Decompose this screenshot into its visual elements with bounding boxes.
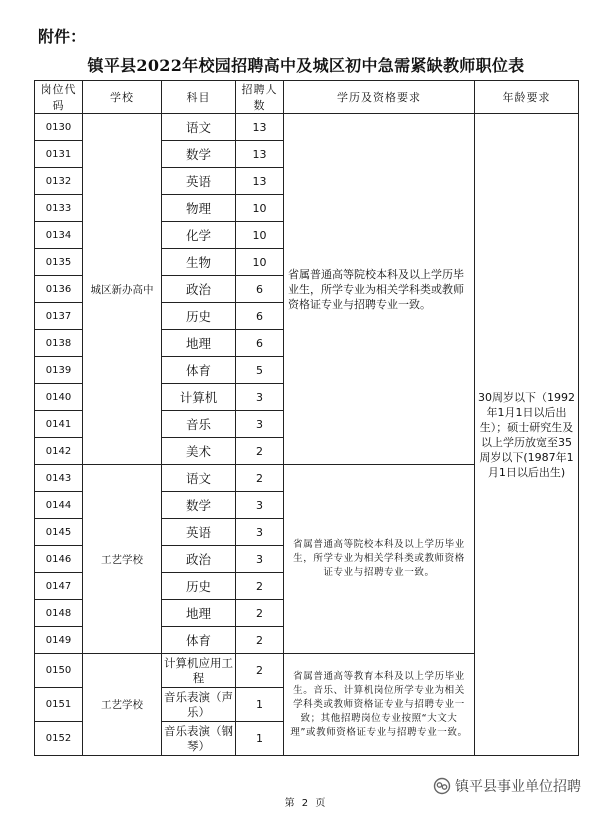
position-code: 0135 (35, 249, 83, 276)
subject: 地理 (162, 600, 236, 627)
header-count: 招聘人数 (236, 81, 284, 114)
position-code: 0149 (35, 627, 83, 654)
hire-count: 2 (236, 573, 284, 600)
hire-count: 13 (236, 141, 284, 168)
position-code: 0139 (35, 357, 83, 384)
attachment-label: 附件： (38, 27, 87, 46)
subject: 音乐表演（声乐） (162, 688, 236, 722)
hire-count: 10 (236, 249, 284, 276)
position-code: 0140 (35, 384, 83, 411)
position-code: 0151 (35, 688, 83, 722)
position-code: 0148 (35, 600, 83, 627)
subject: 生物 (162, 249, 236, 276)
school-name: 工艺学校 (83, 465, 162, 654)
header-school: 学校 (83, 81, 162, 114)
subject: 音乐表演（钢琴） (162, 722, 236, 756)
subject: 化学 (162, 222, 236, 249)
subject: 体育 (162, 627, 236, 654)
hire-count: 2 (236, 654, 284, 688)
hire-count: 2 (236, 600, 284, 627)
hire-count: 2 (236, 438, 284, 465)
position-code: 0136 (35, 276, 83, 303)
hire-count: 13 (236, 168, 284, 195)
position-code: 0137 (35, 303, 83, 330)
subject: 政治 (162, 546, 236, 573)
hire-count: 6 (236, 330, 284, 357)
position-code: 0145 (35, 519, 83, 546)
subject: 计算机 (162, 384, 236, 411)
positions-table (34, 80, 579, 756)
position-code: 0147 (35, 573, 83, 600)
subject: 历史 (162, 573, 236, 600)
subject: 英语 (162, 519, 236, 546)
position-code: 0134 (35, 222, 83, 249)
position-code: 0131 (35, 141, 83, 168)
position-code: 0138 (35, 330, 83, 357)
hire-count: 1 (236, 722, 284, 756)
header-age: 年龄要求 (475, 81, 579, 114)
page-number: 第 2 页 (284, 798, 328, 809)
hire-count: 3 (236, 411, 284, 438)
subject: 美术 (162, 438, 236, 465)
hire-count: 1 (236, 688, 284, 722)
position-code: 0150 (35, 654, 83, 688)
hire-count: 2 (236, 627, 284, 654)
subject: 物理 (162, 195, 236, 222)
table-row (35, 114, 579, 141)
position-code: 0143 (35, 465, 83, 492)
subject: 数学 (162, 492, 236, 519)
position-code: 0146 (35, 546, 83, 573)
hire-count: 6 (236, 303, 284, 330)
hire-count: 3 (236, 384, 284, 411)
page-title: 镇平县2022年校园招聘高中及城区初中急需紧缺教师职位表 (87, 56, 525, 75)
hire-count: 10 (236, 195, 284, 222)
hire-count: 13 (236, 114, 284, 141)
subject: 音乐 (162, 411, 236, 438)
header-row (35, 81, 579, 114)
position-code: 0152 (35, 722, 83, 756)
hire-count: 5 (236, 357, 284, 384)
hire-count: 3 (236, 546, 284, 573)
position-code: 0130 (35, 114, 83, 141)
watermark-text: 镇平县事业单位招聘 (455, 779, 581, 795)
subject: 语文 (162, 465, 236, 492)
wechat-official-account-icon (433, 777, 451, 795)
header-subject: 科目 (162, 81, 236, 114)
hire-count: 3 (236, 492, 284, 519)
watermark (433, 776, 581, 796)
subject: 体育 (162, 357, 236, 384)
position-code: 0141 (35, 411, 83, 438)
hire-count: 10 (236, 222, 284, 249)
subject: 地理 (162, 330, 236, 357)
position-code: 0133 (35, 195, 83, 222)
hire-count: 2 (236, 465, 284, 492)
subject: 历史 (162, 303, 236, 330)
position-code: 0132 (35, 168, 83, 195)
subject: 英语 (162, 168, 236, 195)
requirement-text: 省属普通高等院校本科及以上学历毕业生，所学专业为相关学科类或教师资格证专业与招聘专业一致。 (284, 114, 475, 465)
hire-count: 3 (236, 519, 284, 546)
position-code: 0142 (35, 438, 83, 465)
age-requirement: 30周岁以下（1992年1月1日以后出生）；硕士研究生及以上学历放宽至35周岁以下(1987年1月1日以后出生) (475, 114, 579, 756)
requirement-text: 省属普通高等院校本科及以上学历毕业生，所学专业为相关学科类或教师资格证专业与招聘专业一致。 (284, 465, 475, 654)
header-requirement: 学历及资格要求 (284, 81, 475, 114)
hire-count: 6 (236, 276, 284, 303)
requirement-text: 省属普通高等教育本科及以上学历毕业生。音乐、计算机岗位所学专业为相关学科类或教师资格证专业与招聘专业一致；其他招聘岗位专业按照“大文大理”或教师资格证专业与招聘专业一致。 (284, 654, 475, 756)
school-name: 工艺学校 (83, 654, 162, 756)
header-code: 岗位代码 (35, 81, 83, 114)
position-code: 0144 (35, 492, 83, 519)
subject: 语文 (162, 114, 236, 141)
subject: 数学 (162, 141, 236, 168)
school-name: 城区新办高中 (83, 114, 162, 465)
subject: 计算机应用工程 (162, 654, 236, 688)
subject: 政治 (162, 276, 236, 303)
